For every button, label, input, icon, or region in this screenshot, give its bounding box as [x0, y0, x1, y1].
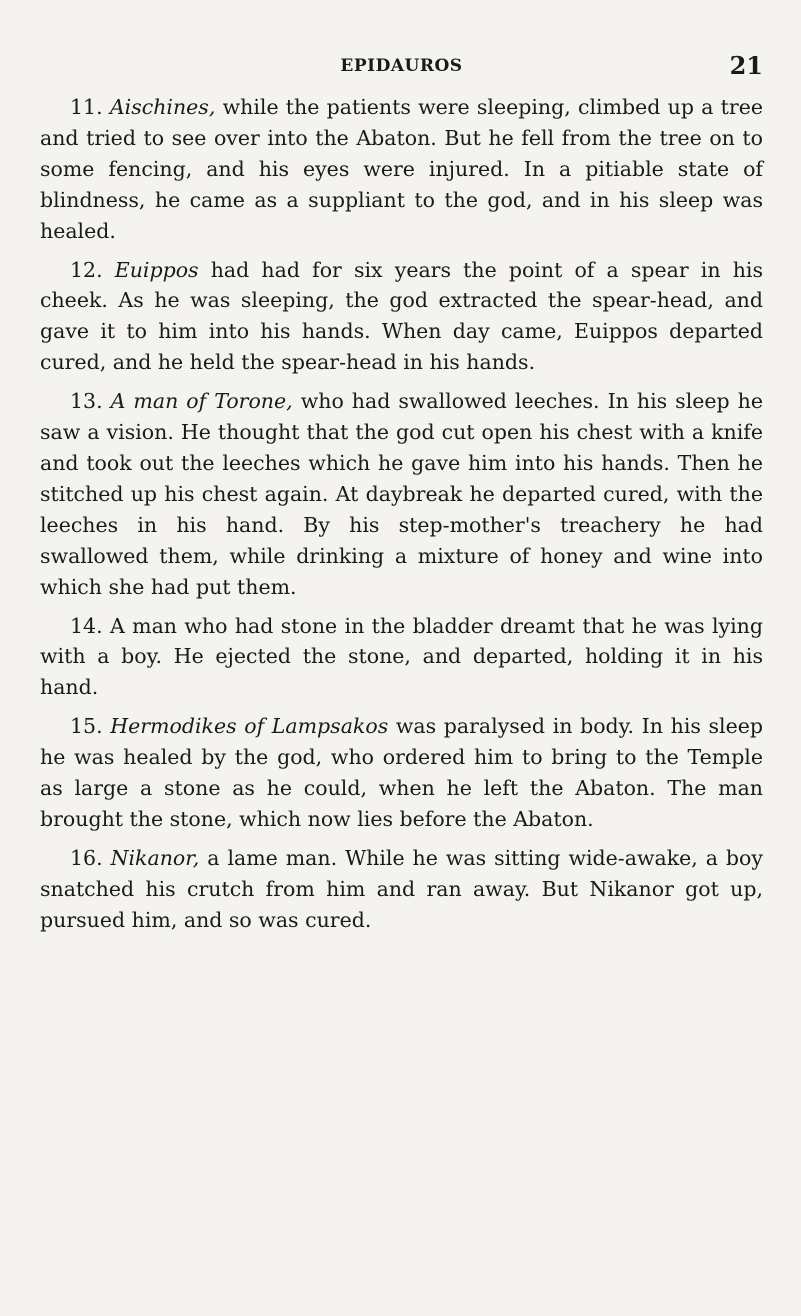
book-page	[40, 51, 763, 944]
entry-text: who had swallowed leeches. In his sleep he saw a vision. He thought that the god cut open his chest with a knife and took out the leeches which he gave him into his hands. Then he stitched up his chest again. At daybreak he departed cured, with the leeches in his hand. By his step-mother's treachery he had swallowed them, while drinking a mixture of honey and wine into which she had put them.	[40, 389, 763, 599]
entries-list	[40, 92, 763, 936]
entry-11	[40, 92, 763, 247]
entry-13	[40, 386, 763, 602]
entry-number: 14.	[70, 613, 103, 638]
entry-text: had had for six years the point of a spear in his cheek. As he was sleeping, the god extracted the spear-head, and gave it to him into his hands. When day came, Euippos departed cured, and he held the spear-head in his hands.	[40, 257, 763, 375]
entry-name: Hermodikes of Lampsakos	[110, 714, 389, 739]
entry-number: 16.	[70, 845, 103, 870]
entry-text: a lame man. While he was sitting wide-awake, a boy snatched his crutch from him and ran away. But Nikanor got up, pursued him, and so was cured.	[40, 845, 763, 932]
entry-name: Nikanor,	[110, 845, 200, 870]
entry-15	[40, 711, 763, 835]
entry-number: 12.	[70, 257, 103, 282]
entry-text: while the patients were sleeping, climbed up a tree and tried to see over into the Abaton. But he fell from the tree on to some fencing, and his eyes were injured. In a pitiable state of blindness, he came as a suppliant to the god, and in his sleep was healed.	[40, 95, 763, 243]
entry-number: 13.	[70, 389, 103, 414]
running-title: EPIDAUROS	[340, 56, 463, 76]
entry-14	[40, 611, 763, 704]
entry-text: was paralysed in body. In his sleep he was healed by the god, who ordered him to bring to the Temple as large a stone as he could, when he left the Abaton. The man brought the stone, which now lies before the Abaton.	[40, 714, 763, 831]
entry-12	[40, 255, 763, 379]
entry-name: A man of Torone,	[110, 389, 293, 414]
entry-number: 15.	[70, 714, 103, 739]
page-number: 21	[729, 51, 763, 80]
entry-name: Euippos	[114, 257, 199, 282]
page-header	[40, 51, 763, 92]
entry-text: A man who had stone in the bladder dreamt that he was lying with a boy. He ejected the stone, and departed, holding it in his hand.	[40, 613, 763, 700]
entry-number: 11.	[70, 95, 103, 119]
entry-name: Aischines,	[109, 95, 216, 119]
entry-16	[40, 843, 763, 936]
